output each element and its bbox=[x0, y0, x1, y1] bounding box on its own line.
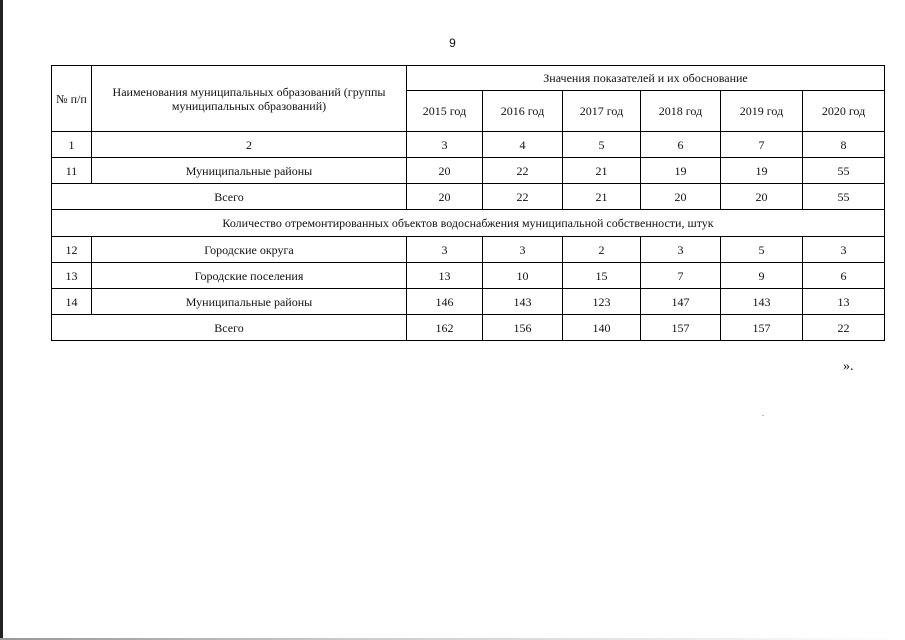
row-value: 7 bbox=[641, 263, 721, 289]
row-value: 5 bbox=[721, 237, 803, 263]
index-row bbox=[52, 132, 885, 158]
row-name: Городские поселения bbox=[92, 263, 407, 289]
row-value: 15 bbox=[563, 263, 641, 289]
index-cell: 6 bbox=[641, 132, 721, 158]
header-values: Значения показателей и их обоснование bbox=[407, 66, 885, 91]
row-value: 3 bbox=[803, 237, 885, 263]
scan-edge-left bbox=[0, 0, 3, 640]
total-value: 22 bbox=[803, 315, 885, 341]
total-value: 20 bbox=[407, 184, 483, 210]
total-value: 55 bbox=[803, 184, 885, 210]
row-value: 19 bbox=[641, 158, 721, 184]
row-num: 14 bbox=[52, 289, 92, 315]
row-value: 22 bbox=[483, 158, 563, 184]
index-cell: 1 bbox=[52, 132, 92, 158]
page-number: 9 bbox=[449, 36, 456, 50]
closing-quote: ». bbox=[843, 359, 854, 374]
header-year: 2015 год bbox=[407, 91, 483, 132]
row-value: 55 bbox=[803, 158, 885, 184]
index-cell: 8 bbox=[803, 132, 885, 158]
total-value: 21 bbox=[563, 184, 641, 210]
row-value: 143 bbox=[721, 289, 803, 315]
table-row bbox=[52, 263, 885, 289]
row-value: 6 bbox=[803, 263, 885, 289]
row-name: Муниципальные районы bbox=[92, 158, 407, 184]
row-value: 146 bbox=[407, 289, 483, 315]
total-label: Всего bbox=[52, 315, 407, 341]
row-value: 20 bbox=[407, 158, 483, 184]
index-cell: 4 bbox=[483, 132, 563, 158]
total-row bbox=[52, 184, 885, 210]
row-value: 19 bbox=[721, 158, 803, 184]
header-name: Наименования муниципальных образований (группы муниципальных образований) bbox=[92, 66, 407, 132]
row-num: 13 bbox=[52, 263, 92, 289]
table-row bbox=[52, 237, 885, 263]
table-row bbox=[52, 158, 885, 184]
row-value: 143 bbox=[483, 289, 563, 315]
row-value: 3 bbox=[641, 237, 721, 263]
index-cell: 2 bbox=[92, 132, 407, 158]
total-value: 156 bbox=[483, 315, 563, 341]
row-value: 9 bbox=[721, 263, 803, 289]
total-label: Всего bbox=[52, 184, 407, 210]
row-name: Муниципальные районы bbox=[92, 289, 407, 315]
row-value: 2 bbox=[563, 237, 641, 263]
header-year: 2018 год bbox=[641, 91, 721, 132]
row-value: 13 bbox=[407, 263, 483, 289]
index-cell: 7 bbox=[721, 132, 803, 158]
scan-speck bbox=[762, 415, 764, 416]
row-value: 147 bbox=[641, 289, 721, 315]
row-value: 10 bbox=[483, 263, 563, 289]
total-value: 162 bbox=[407, 315, 483, 341]
row-value: 21 bbox=[563, 158, 641, 184]
total-value: 140 bbox=[563, 315, 641, 341]
row-name: Городские округа bbox=[92, 237, 407, 263]
index-cell: 3 bbox=[407, 132, 483, 158]
total-value: 22 bbox=[483, 184, 563, 210]
index-cell: 5 bbox=[563, 132, 641, 158]
total-value: 20 bbox=[641, 184, 721, 210]
table-row bbox=[52, 289, 885, 315]
row-num: 12 bbox=[52, 237, 92, 263]
header-num: № п/п bbox=[52, 66, 92, 132]
header-year: 2017 год bbox=[563, 91, 641, 132]
row-num: 11 bbox=[52, 158, 92, 184]
indicators-table bbox=[51, 65, 885, 341]
total-value: 20 bbox=[721, 184, 803, 210]
header-year: 2020 год bbox=[803, 91, 885, 132]
row-value: 123 bbox=[563, 289, 641, 315]
section-title: Количество отремонтированных объектов водоснабжения муниципальной собственности, штук bbox=[52, 210, 885, 237]
total-row bbox=[52, 315, 885, 341]
row-value: 13 bbox=[803, 289, 885, 315]
header-year: 2016 год bbox=[483, 91, 563, 132]
section-row bbox=[52, 210, 885, 237]
row-value: 3 bbox=[407, 237, 483, 263]
row-value: 3 bbox=[483, 237, 563, 263]
total-value: 157 bbox=[721, 315, 803, 341]
header-year: 2019 год bbox=[721, 91, 803, 132]
total-value: 157 bbox=[641, 315, 721, 341]
